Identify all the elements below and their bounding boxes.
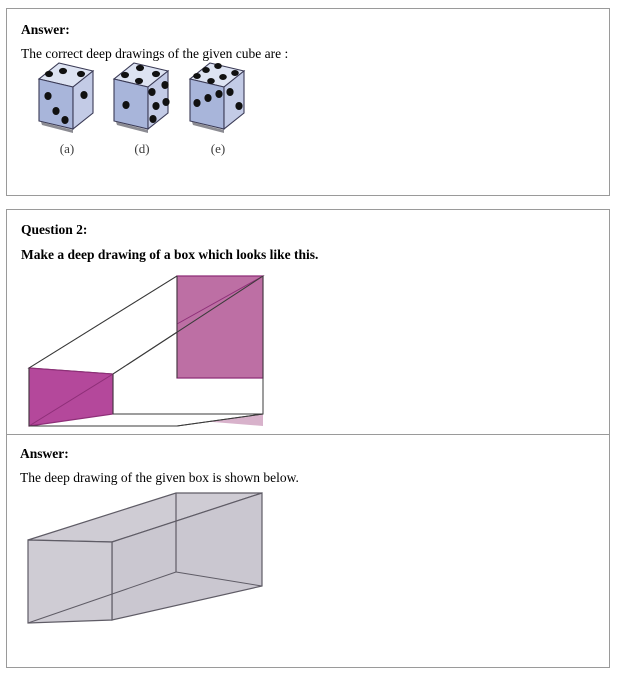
answer-2-panel [6,434,610,669]
die-e [180,61,256,161]
answer-1-heading: Answer: [21,22,70,37]
solid-box-gray-drawing [14,490,284,640]
die-a-drawing [29,61,105,139]
die-e-drawing [180,61,256,139]
answer-1-text: The correct deep drawings of the given cube are : [21,46,289,61]
open-box-magenta-drawing [15,268,285,428]
question-2-heading: Question 2: [21,222,88,237]
die-d-label: (d) [134,141,150,156]
die-d [104,61,180,161]
answer-2-heading: Answer: [20,446,69,461]
answer-2-figure [14,490,284,645]
die-d-left-pips [122,101,129,109]
answer-1-panel [6,8,610,196]
question-2-text: Make a deep drawing of a box which looks like this. [21,247,319,262]
answer-2-text: The deep drawing of the given box is shown below. [20,470,299,485]
die-a-right-pips [80,91,87,99]
gray-box-front-face [28,540,112,623]
box-back-face [177,276,263,378]
question-2-figure [15,268,285,433]
die-a [29,61,105,161]
die-d-drawing [104,61,180,139]
die-d-left-face [114,79,148,129]
question-2-panel [6,209,610,668]
die-a-label: (a) [59,141,75,156]
die-e-label: (e) [210,141,226,156]
dice-row [7,61,609,161]
